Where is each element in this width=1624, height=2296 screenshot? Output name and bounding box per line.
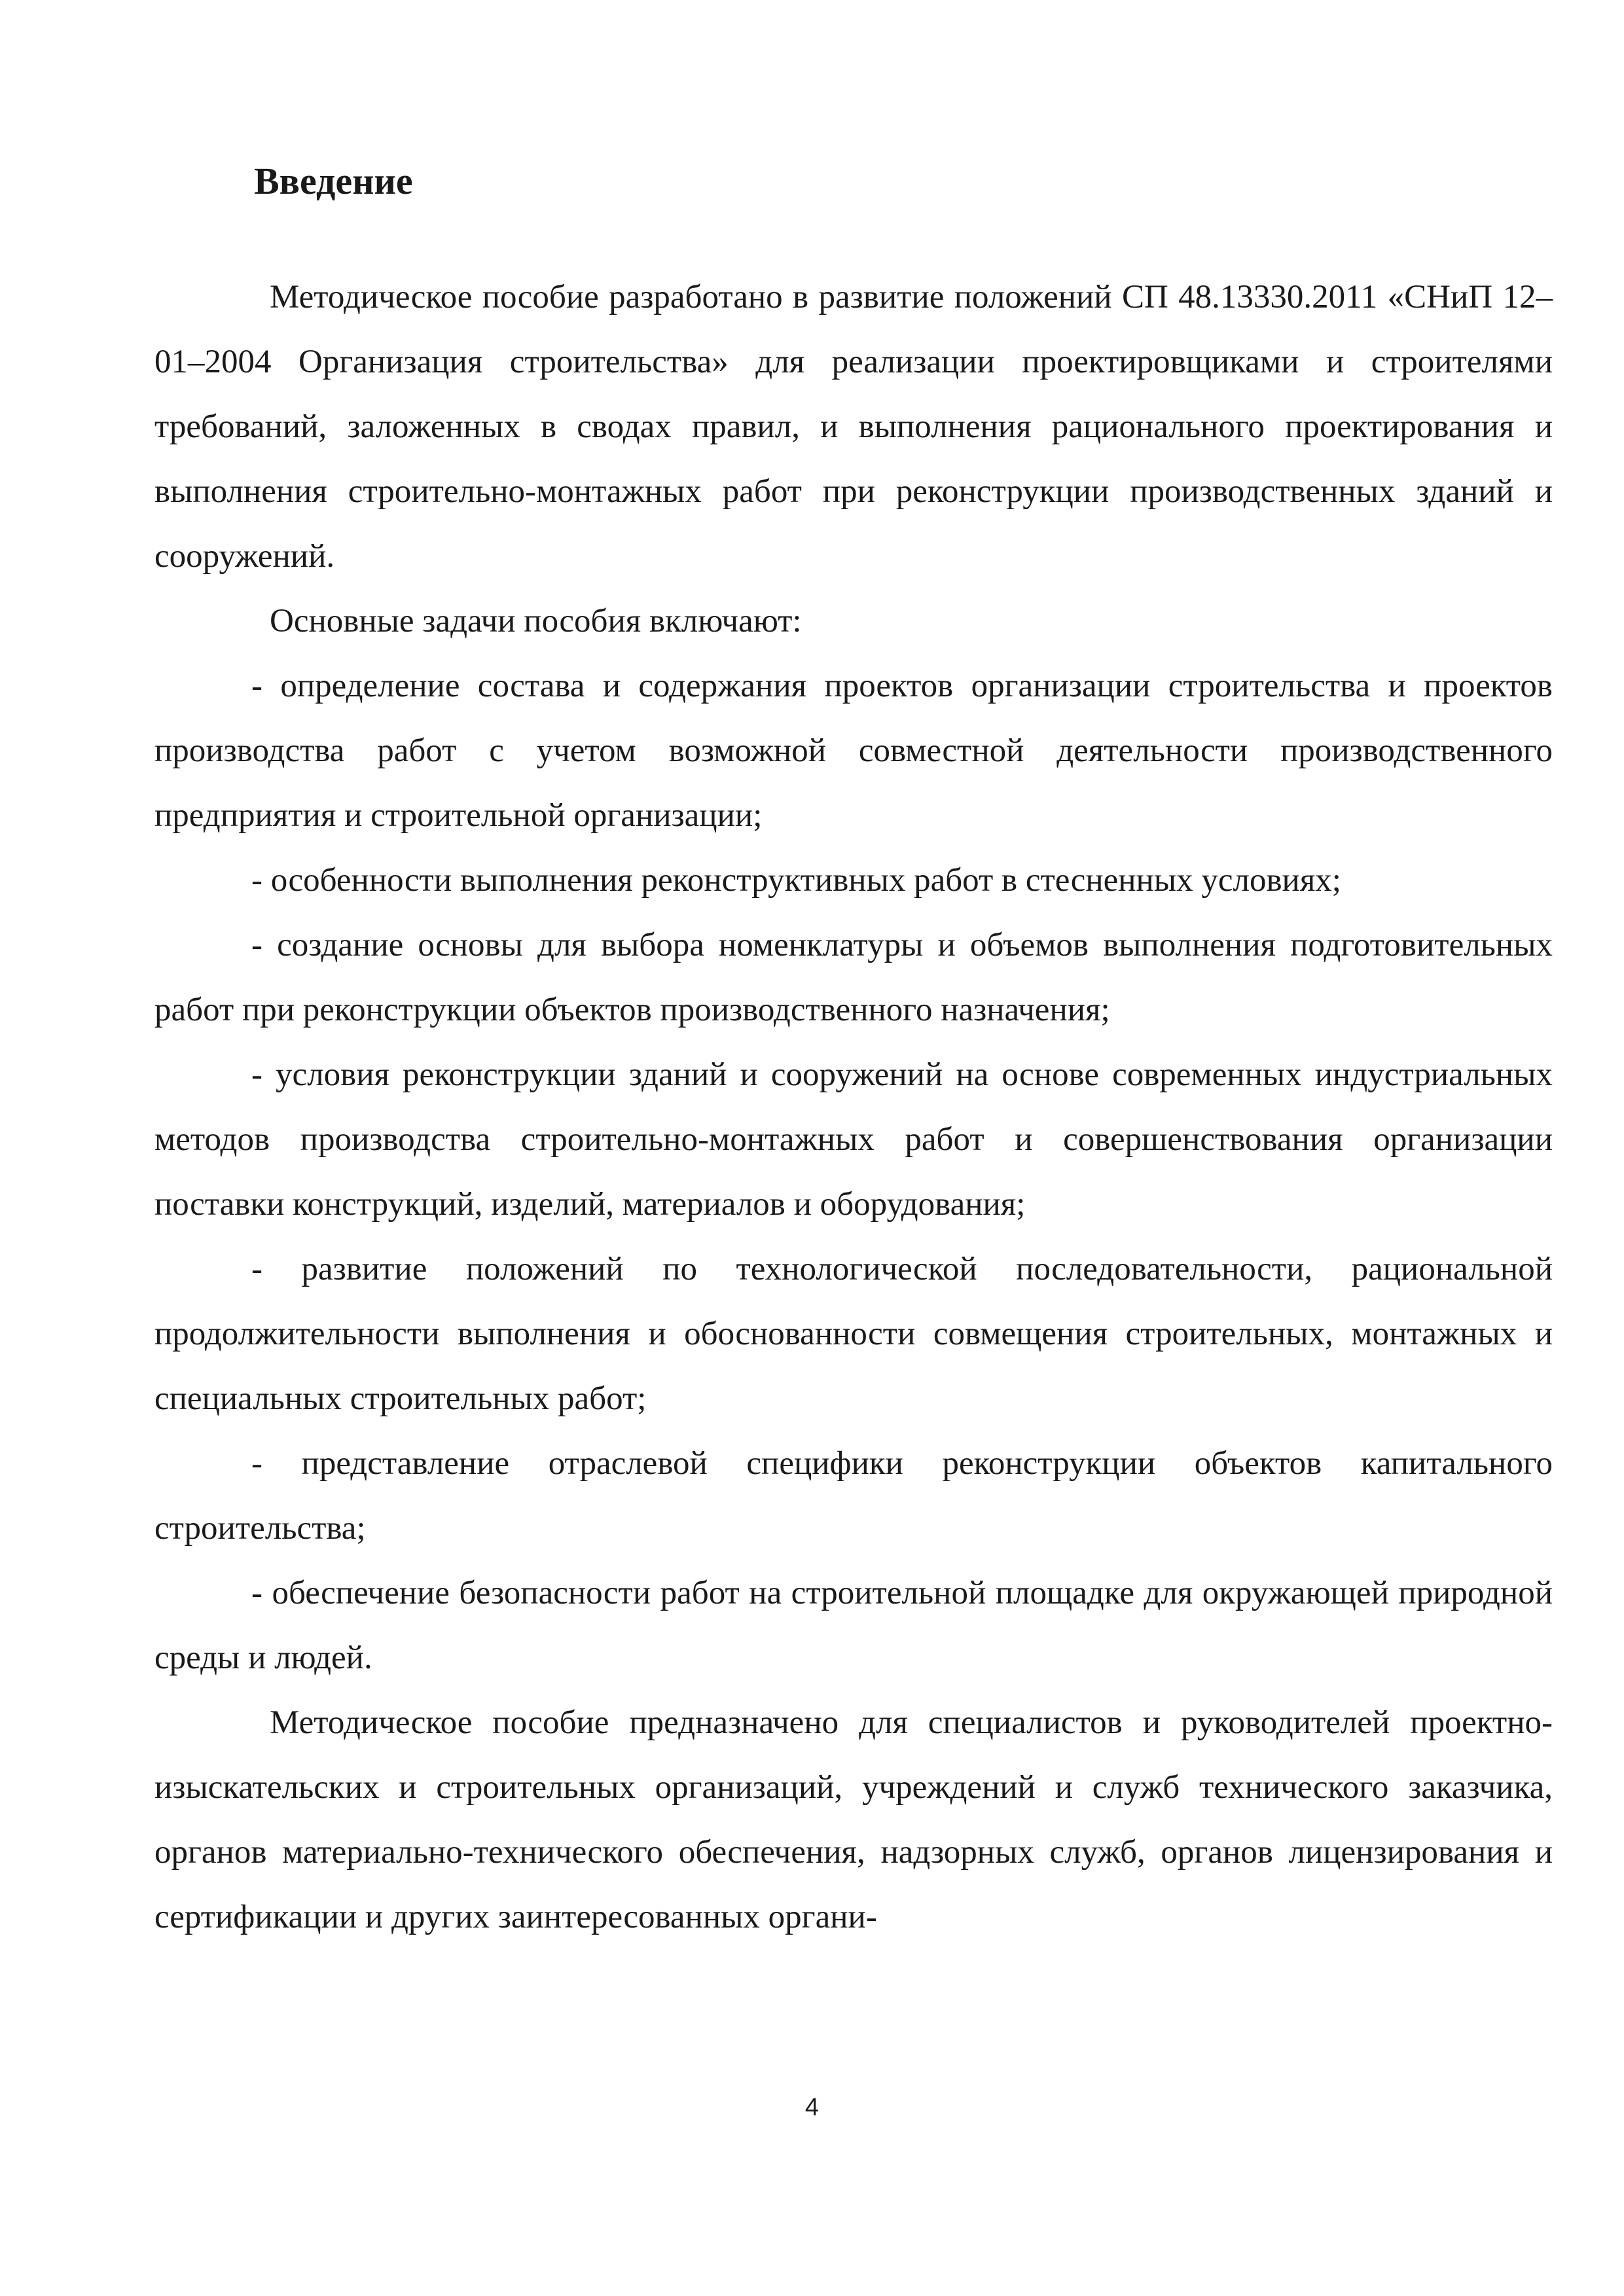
task-item: - особенности выполнения реконструктивных работ в стесненных условиях; xyxy=(251,862,1341,899)
tasks-intro-paragraph: Основные задачи пособия включают: xyxy=(270,603,802,639)
task-item: - определение состава и содержания проектов организации строительства и проектов производства работ с учетом возможной совместной деятельности производственного предприятия и строительной организации; xyxy=(154,668,1553,834)
task-item: - развитие положений по технологической последовательности, рациональной продолжительности выполнения и обоснованности совмещения строительных, монтажных и специальных строительных работ; xyxy=(154,1251,1553,1417)
section-heading: Введение xyxy=(254,160,413,202)
intro-paragraph: Методическое пособие разработано в развитие положений СП 48.13330.2011 «СНиП 12–01–2004 Организация строительства» для реализации проектировщиками и строителями требований, заложенных в сводах правил, и выполнения рационального проектирования и выполнения строительно-монтажных работ при реконструкции производственных зданий и сооружений. xyxy=(154,279,1553,575)
task-item: - представление отраслевой специфики реконструкции объектов капитального строительства; xyxy=(154,1445,1553,1547)
task-item: - создание основы для выбора номенклатуры и объемов выполнения подготовительных работ при реконструкции объектов производственного назначения; xyxy=(154,927,1553,1028)
task-item: - обеспечение безопасности работ на строительной площадке для окружающей природной среды и людей. xyxy=(154,1575,1553,1676)
audience-paragraph: Методическое пособие предназначено для специалистов и руководителей проектно-изыскательских и строительных организаций, учреждений и служб технического заказчика, органов материально-технического обеспечения, надзорных служб, органов лицензирования и сертификации и других заинтересованных органи- xyxy=(154,1704,1553,1935)
body-text xyxy=(154,265,1553,1950)
page-number: 4 xyxy=(804,2094,820,2121)
task-item: - условия реконструкции зданий и сооружений на основе современных индустриальных методов производства строительно-монтажных работ и совершенствования организации поставки конструкций, изделий, материалов и оборудования; xyxy=(154,1056,1553,1223)
